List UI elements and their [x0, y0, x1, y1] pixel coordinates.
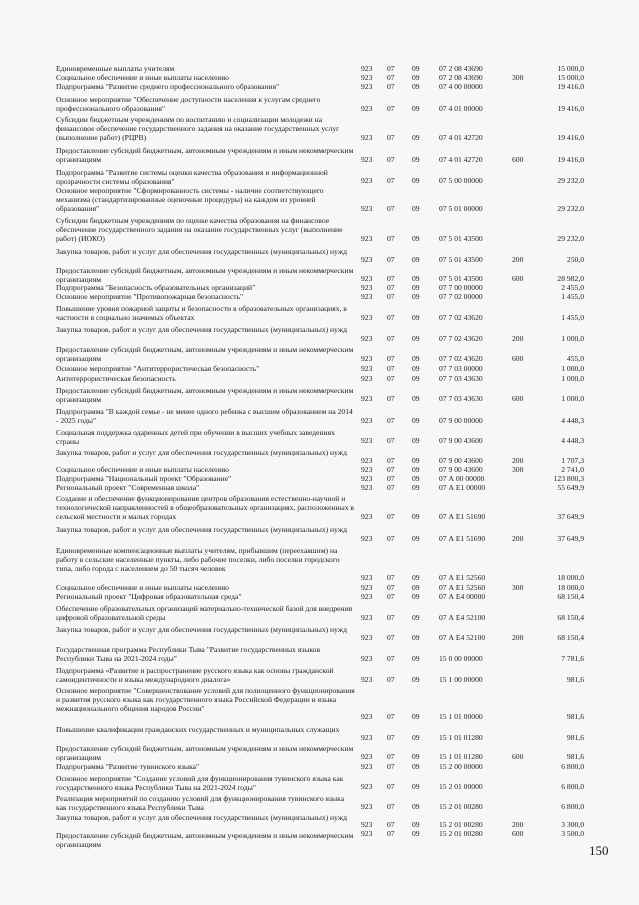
row-description: Закупка товаров, работ и услуг для обеспечения государственных (муниципальных) нужд [56, 448, 347, 457]
row-section-code: 07 [387, 73, 395, 82]
row-subsection-code: 09 [412, 573, 420, 582]
row-section-code: 07 [387, 313, 395, 322]
row-section-code: 07 [387, 155, 395, 164]
row-section-code: 07 [387, 752, 395, 761]
row-grbs-code: 923 [361, 176, 373, 185]
row-amount: 68 150,4 [557, 592, 584, 601]
row-subsection-code: 09 [412, 334, 420, 343]
row-grbs-code: 923 [361, 73, 373, 82]
row-subsection-code: 09 [412, 592, 420, 601]
row-grbs-code: 923 [361, 752, 373, 761]
row-description: Единовременные выплаты учителям [56, 64, 175, 73]
row-section-code: 07 [387, 633, 395, 642]
row-target-article: 15 1 01 01280 [439, 752, 483, 761]
row-description: Закупка товаров, работ и услуг для обеспечения государственных (муниципальных) нужд [56, 525, 347, 534]
row-section-code: 07 [387, 104, 395, 113]
row-amount: 68 150,4 [557, 633, 584, 642]
row-description: Региональный проект "Цифровая образовательная среда" [56, 592, 242, 601]
row-amount: 3 300,0 [561, 820, 584, 829]
page-number: 150 [589, 843, 609, 858]
row-grbs-code: 923 [361, 334, 373, 343]
row-description: Закупка товаров, работ и услуг для обеспечения государственных (муниципальных) нужд [56, 247, 347, 256]
row-description: Подпрограмма "В каждой семье - не менее одного ребенка с высшим образованием на 2014 - 2025 годы" [56, 407, 353, 425]
row-grbs-code: 923 [361, 712, 373, 721]
row-description: Основное мероприятие "Противопожарная безопасность" [56, 292, 244, 301]
row-amount: 37 649,9 [557, 512, 584, 521]
row-grbs-code: 923 [361, 82, 373, 91]
row-amount: 3 500,0 [561, 829, 584, 838]
row-subsection-code: 09 [412, 474, 420, 483]
row-description: Закупка товаров, работ и услуг для обеспечения государственных (муниципальных) нужд [56, 325, 347, 334]
row-description: Государственная программа Республики Тыва "Развитие государственных языков Республики Тыва на 2021-2024 годы" [56, 645, 321, 663]
row-subsection-code: 09 [412, 633, 420, 642]
row-grbs-code: 923 [361, 292, 373, 301]
row-description: Подпрограмма "Национальный проект "Образование" [56, 474, 232, 483]
row-grbs-code: 923 [361, 829, 373, 838]
row-expense-type: 300 [512, 583, 524, 592]
row-description: Основное мероприятие "Антитеррористическая безопасность" [56, 364, 260, 373]
row-subsection-code: 09 [412, 675, 420, 684]
row-section-code: 07 [387, 292, 395, 301]
row-target-article: 07 А E4 00000 [439, 592, 486, 601]
row-grbs-code: 923 [361, 474, 373, 483]
row-section-code: 07 [387, 133, 395, 142]
row-target-article: 07 7 03 43630 [439, 394, 483, 403]
row-section-code: 07 [387, 354, 395, 363]
row-description: Реализация мероприятий по созданию условий для функционирования тувинского языка как государственного языка Республики Тыва [56, 794, 345, 812]
row-target-article: 07 А E1 00000 [439, 483, 486, 492]
row-subsection-code: 09 [412, 802, 420, 811]
row-amount: 6 800,0 [561, 762, 584, 771]
row-description: Подпрограмма "Безопасность образовательных организаций" [56, 283, 256, 292]
row-target-article: 15 1 01 01280 [439, 733, 483, 742]
row-description: Подпрограмма «Развитие и распространение русского языка как основы гражданской самоидентичности и языка международного диалога» [56, 666, 334, 684]
row-grbs-code: 923 [361, 613, 373, 622]
row-section-code: 07 [387, 436, 395, 445]
row-description: Социальное обеспечение и иные выплаты населению [56, 465, 229, 474]
row-description: Предоставление субсидий бюджетным, автономным учреждениям и иным некоммерческим организациям [56, 146, 354, 164]
row-description: Субсидии бюджетным учреждениям по воспитанию и социализации молодежи на финансовое обеспечение государственного задания на оказание государственных услуг (выполнение работ) (РЦРВ) [56, 115, 340, 142]
row-target-article: 07 7 02 00000 [439, 292, 483, 301]
row-section-code: 07 [387, 762, 395, 771]
row-subsection-code: 09 [412, 176, 420, 185]
row-grbs-code: 923 [361, 64, 373, 73]
row-target-article: 07 4 01 42720 [439, 155, 483, 164]
row-description: Антитеррористическая безопасность [56, 374, 176, 383]
row-grbs-code: 923 [361, 313, 373, 322]
row-grbs-code: 923 [361, 374, 373, 383]
row-section-code: 07 [387, 334, 395, 343]
row-subsection-code: 09 [412, 82, 420, 91]
row-subsection-code: 09 [412, 292, 420, 301]
row-amount: 1 000,0 [561, 394, 584, 403]
row-expense-type: 200 [512, 456, 524, 465]
row-grbs-code: 923 [361, 592, 373, 601]
row-section-code: 07 [387, 176, 395, 185]
row-target-article: 15 1 00 00000 [439, 675, 483, 684]
row-grbs-code: 923 [361, 436, 373, 445]
row-section-code: 07 [387, 483, 395, 492]
row-subsection-code: 09 [412, 354, 420, 363]
row-expense-type: 600 [512, 155, 524, 164]
row-grbs-code: 923 [361, 573, 373, 582]
row-target-article: 15 2 00 00000 [439, 762, 483, 771]
row-target-article: 15 2 01 00000 [439, 782, 483, 791]
row-subsection-code: 09 [412, 483, 420, 492]
row-target-article: 07 5 00 00000 [439, 176, 483, 185]
row-target-article: 07 2 08 43690 [439, 73, 483, 82]
row-description: Предоставление субсидий бюджетным, автономным учреждениям и иным некоммерческим организациям [56, 345, 354, 363]
row-subsection-code: 09 [412, 374, 420, 383]
row-section-code: 07 [387, 416, 395, 425]
row-target-article: 07 4 00 00000 [439, 82, 483, 91]
row-amount: 19 416,0 [557, 82, 584, 91]
row-amount: 29 232,0 [557, 234, 584, 243]
row-expense-type: 200 [512, 534, 524, 543]
row-target-article: 15 2 01 00280 [439, 820, 483, 829]
row-description: Региональный проект "Современная школа" [56, 483, 200, 492]
row-amount: 981,6 [566, 675, 584, 684]
row-grbs-code: 923 [361, 675, 373, 684]
row-expense-type: 600 [512, 354, 524, 363]
row-grbs-code: 923 [361, 762, 373, 771]
row-grbs-code: 923 [361, 465, 373, 474]
row-section-code: 07 [387, 733, 395, 742]
row-description: Предоставление субсидий бюджетным, автономным учреждениям и иным некоммерческим организациям [56, 831, 354, 849]
row-grbs-code: 923 [361, 782, 373, 791]
row-target-article: 07 9 00 43600 [439, 436, 483, 445]
row-target-article: 07 7 02 43620 [439, 313, 483, 322]
row-description: Закупка товаров, работ и услуг для обеспечения государственных (муниципальных) нужд [56, 813, 347, 822]
row-amount: 18 000,0 [557, 573, 584, 582]
row-subsection-code: 09 [412, 234, 420, 243]
row-description: Основное мероприятие "Создание условий для функционирования тувинского языка как государственного языка Республики Тыва на 2021-2024 годы" [56, 774, 344, 792]
row-target-article: 15 2 01 00280 [439, 802, 483, 811]
row-amount: 15 000,0 [557, 64, 584, 73]
row-subsection-code: 09 [412, 73, 420, 82]
row-amount: 981,6 [566, 712, 584, 721]
row-section-code: 07 [387, 394, 395, 403]
row-grbs-code: 923 [361, 155, 373, 164]
row-subsection-code: 09 [412, 204, 420, 213]
row-target-article: 07 А 00 00000 [439, 474, 485, 483]
row-section-code: 07 [387, 675, 395, 684]
row-section-code: 07 [387, 64, 395, 73]
row-description: Предоставление субсидий бюджетным, автономным учреждениям и иным некоммерческим организациям [56, 744, 354, 762]
row-target-article: 07 7 03 43630 [439, 374, 483, 383]
row-target-article: 07 А E1 51690 [439, 534, 486, 543]
row-subsection-code: 09 [412, 155, 420, 164]
row-grbs-code: 923 [361, 133, 373, 142]
row-grbs-code: 923 [361, 394, 373, 403]
row-amount: 981,6 [566, 733, 584, 742]
row-section-code: 07 [387, 573, 395, 582]
row-subsection-code: 09 [412, 534, 420, 543]
row-grbs-code: 923 [361, 416, 373, 425]
row-target-article: 07 7 00 00000 [439, 283, 483, 292]
row-amount: 4 448,3 [561, 436, 584, 445]
row-target-article: 07 9 00 00000 [439, 416, 483, 425]
row-grbs-code: 923 [361, 820, 373, 829]
row-amount: 1 000,0 [561, 374, 584, 383]
row-description: Создание и обеспечение функционирования центров образования естественно-научной и технологической направленностей в общеобразовательных организациях, расположенных в сельской местности и малых городах [56, 494, 354, 521]
row-amount: 18 000,0 [557, 583, 584, 592]
row-amount: 4 448,3 [561, 416, 584, 425]
row-description: Социальная поддержка одаренных детей при обучении в высших учебных заведениях страны [56, 428, 335, 446]
row-section-code: 07 [387, 374, 395, 383]
row-grbs-code: 923 [361, 354, 373, 363]
row-expense-type: 600 [512, 394, 524, 403]
row-target-article: 07 7 02 43620 [439, 354, 483, 363]
row-amount: 37 649,9 [557, 534, 584, 543]
row-target-article: 07 А E1 52560 [439, 573, 486, 582]
row-section-code: 07 [387, 654, 395, 663]
row-description: Социальное обеспечение и иные выплаты населению [56, 73, 229, 82]
row-section-code: 07 [387, 234, 395, 243]
row-grbs-code: 923 [361, 633, 373, 642]
row-subsection-code: 09 [412, 394, 420, 403]
row-grbs-code: 923 [361, 234, 373, 243]
row-section-code: 07 [387, 364, 395, 373]
row-description: Предоставление субсидий бюджетным, автономным учреждениям и иным некоммерческим организациям [56, 386, 354, 404]
row-section-code: 07 [387, 592, 395, 601]
row-target-article: 07 А E4 52100 [439, 633, 486, 642]
row-grbs-code: 923 [361, 534, 373, 543]
row-amount: 1 707,3 [561, 456, 584, 465]
row-subsection-code: 09 [412, 583, 420, 592]
row-subsection-code: 09 [412, 255, 420, 264]
row-amount: 250,0 [566, 255, 584, 264]
row-section-code: 07 [387, 474, 395, 483]
row-expense-type: 600 [512, 274, 524, 283]
row-subsection-code: 09 [412, 820, 420, 829]
row-section-code: 07 [387, 204, 395, 213]
row-grbs-code: 923 [361, 456, 373, 465]
row-amount: 1 455,0 [561, 313, 584, 322]
row-description: Повышение уровня пожарной защиты и безопасности в образовательных организациях, в частности в социально значимых объектах [56, 304, 347, 322]
row-target-article: 15 1 01 00000 [439, 712, 483, 721]
row-expense-type: 600 [512, 829, 524, 838]
row-grbs-code: 923 [361, 483, 373, 492]
row-target-article: 07 5 01 43500 [439, 255, 483, 264]
row-target-article: 07 5 01 43500 [439, 234, 483, 243]
row-grbs-code: 923 [361, 255, 373, 264]
row-amount: 2 741,0 [561, 465, 584, 474]
row-target-article: 15 2 01 00280 [439, 829, 483, 838]
row-description: Подпрограмма "Развитие системы оценки качества образования и информационной прозрачности системы образования" [56, 168, 328, 186]
row-subsection-code: 09 [412, 762, 420, 771]
row-expense-type: 200 [512, 820, 524, 829]
row-description: Основное мероприятие "Сформированность системы - наличие соответствующего механизма (стандартизированные оценочные процедуры) на каждом из уровней образования" [56, 186, 324, 213]
row-section-code: 07 [387, 829, 395, 838]
row-expense-type: 300 [512, 73, 524, 82]
row-subsection-code: 09 [412, 104, 420, 113]
row-description: Подпрограмма "Развитие среднего профессионального образования" [56, 82, 280, 91]
row-target-article: 07 7 02 43620 [439, 334, 483, 343]
row-section-code: 07 [387, 465, 395, 474]
row-subsection-code: 09 [412, 733, 420, 742]
row-amount: 29 232,0 [557, 176, 584, 185]
row-section-code: 07 [387, 274, 395, 283]
row-target-article: 07 4 01 42720 [439, 133, 483, 142]
row-section-code: 07 [387, 820, 395, 829]
row-section-code: 07 [387, 82, 395, 91]
row-section-code: 07 [387, 283, 395, 292]
row-target-article: 07 9 00 43600 [439, 456, 483, 465]
row-amount: 19 416,0 [557, 104, 584, 113]
row-subsection-code: 09 [412, 512, 420, 521]
row-section-code: 07 [387, 534, 395, 543]
row-target-article: 15 0 00 00000 [439, 654, 483, 663]
row-target-article: 07 4 01 00000 [439, 104, 483, 113]
row-expense-type: 300 [512, 465, 524, 474]
row-target-article: 07 5 01 43500 [439, 274, 483, 283]
row-expense-type: 200 [512, 334, 524, 343]
row-subsection-code: 09 [412, 313, 420, 322]
row-subsection-code: 09 [412, 456, 420, 465]
row-target-article: 07 А E1 51690 [439, 512, 486, 521]
row-amount: 7 781,6 [561, 654, 584, 663]
row-section-code: 07 [387, 613, 395, 622]
row-amount: 6 800,0 [561, 802, 584, 811]
row-subsection-code: 09 [412, 274, 420, 283]
row-target-article: 07 2 08 43690 [439, 64, 483, 73]
row-subsection-code: 09 [412, 436, 420, 445]
row-section-code: 07 [387, 583, 395, 592]
row-subsection-code: 09 [412, 465, 420, 474]
row-target-article: 07 А E4 52100 [439, 613, 486, 622]
row-grbs-code: 923 [361, 364, 373, 373]
row-target-article: 07 7 03 00000 [439, 364, 483, 373]
row-target-article: 07 А E1 52560 [439, 583, 486, 592]
row-subsection-code: 09 [412, 133, 420, 142]
row-grbs-code: 923 [361, 104, 373, 113]
row-expense-type: 600 [512, 752, 524, 761]
row-amount: 68 150,4 [557, 613, 584, 622]
row-grbs-code: 923 [361, 802, 373, 811]
row-description: Субсидии бюджетным учреждениям по оценке качества образования на финансовое обеспечение государственного задания на оказание государственных услуг (выполнение работ) (ИОКО) [56, 216, 343, 243]
row-amount: 15 000,0 [557, 73, 584, 82]
row-amount: 981,6 [566, 752, 584, 761]
row-expense-type: 200 [512, 255, 524, 264]
row-amount: 6 800,0 [561, 782, 584, 791]
row-description: Предоставление субсидий бюджетным, автономным учреждениям и иным некоммерческим организациям [56, 266, 354, 284]
row-section-code: 07 [387, 512, 395, 521]
row-amount: 1 455,0 [561, 292, 584, 301]
row-subsection-code: 09 [412, 364, 420, 373]
row-grbs-code: 923 [361, 274, 373, 283]
row-amount: 19 416,0 [557, 155, 584, 164]
row-amount: 123 800,3 [553, 474, 584, 483]
row-subsection-code: 09 [412, 752, 420, 761]
row-amount: 28 982,0 [557, 274, 584, 283]
row-target-article: 07 9 00 43600 [439, 465, 483, 474]
row-section-code: 07 [387, 712, 395, 721]
row-grbs-code: 923 [361, 583, 373, 592]
row-subsection-code: 09 [412, 782, 420, 791]
row-grbs-code: 923 [361, 654, 373, 663]
row-subsection-code: 09 [412, 283, 420, 292]
row-subsection-code: 09 [412, 712, 420, 721]
row-description: Подпрограмма "Развитие тувинского языка" [56, 762, 200, 771]
row-description: Обеспечение образовательных организаций материально-технической базой для внедрения цифровой образовательной среды [56, 604, 353, 622]
row-section-code: 07 [387, 255, 395, 264]
row-expense-type: 200 [512, 633, 524, 642]
row-amount: 1 000,0 [561, 334, 584, 343]
row-amount: 1 000,0 [561, 364, 584, 373]
row-description: Социальное обеспечение и иные выплаты населению [56, 583, 229, 592]
row-subsection-code: 09 [412, 613, 420, 622]
row-amount: 55 649,9 [557, 483, 584, 492]
row-description: Повышение квалификации гражданских государственных и муниципальных служащих [56, 725, 340, 734]
row-grbs-code: 923 [361, 733, 373, 742]
row-amount: 29 232,0 [557, 204, 584, 213]
row-amount: 2 455,0 [561, 283, 584, 292]
row-amount: 455,0 [566, 354, 584, 363]
row-section-code: 07 [387, 782, 395, 791]
row-grbs-code: 923 [361, 512, 373, 521]
row-description: Основное мероприятие "Совершенствование условий для полноценного функционирования и развития русского языка как государственного языка Российской Федерации и языка межнационального общения народов России" [56, 686, 355, 713]
row-subsection-code: 09 [412, 416, 420, 425]
row-subsection-code: 09 [412, 829, 420, 838]
row-grbs-code: 923 [361, 283, 373, 292]
row-section-code: 07 [387, 456, 395, 465]
row-section-code: 07 [387, 802, 395, 811]
row-description: Закупка товаров, работ и услуг для обеспечения государственных (муниципальных) нужд [56, 625, 347, 634]
row-subsection-code: 09 [412, 654, 420, 663]
row-amount: 19 416,0 [557, 133, 584, 142]
row-subsection-code: 09 [412, 64, 420, 73]
row-description: Единовременные компенсационные выплаты учителям, прибывшим (переехавшим) на работу в сельские населенные пункты, либо рабочие поселки, либо поселки городского типа, либо города с населением до 50 тысяч человек [56, 546, 340, 573]
row-target-article: 07 5 01 00000 [439, 204, 483, 213]
row-description: Основное мероприятие "Обеспечение доступности населения к услугам среднего профессионального образования" [56, 95, 321, 113]
row-grbs-code: 923 [361, 204, 373, 213]
